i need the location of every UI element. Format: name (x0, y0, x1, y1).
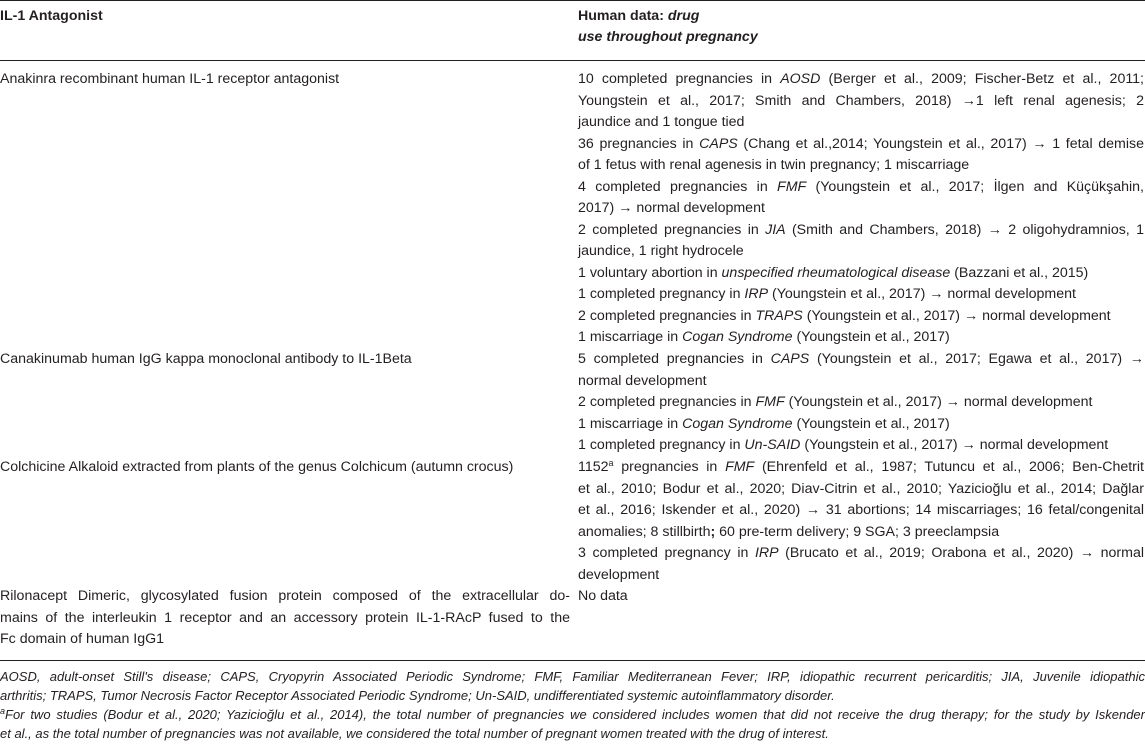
drug-name-colchicine: Colchicine Alkaloid extracted from plants of the genus Colchicum (autumn crocus) (0, 459, 514, 475)
human-data-colchicine: 1152$^a$ pregnancies in FMF (Ehrenfeld et al., 1987; Tutuncu et al., 2006; Ben-Chetrit et al., 2010; Bodur et al., 2020; Diav-Citrin et al., 2010; Yazicioğlu et al., 2014; Dağlar et al., 2016; Iskender et al., 2020) → 31 abortions; 14 miscarriages; 16 fetal/congenital anomalies; 8 stillbirth; 60 pre-term delivery; 9 SGA; 3 preeclampsia 3 completed pregnancy in IRP (Brucato et al., 2019; Orabona et al., 2020) → normal development (578, 458, 1144, 583)
header-il1-antagonist: IL-1 Antagonist (0, 8, 103, 24)
header-rule (0, 60, 1145, 61)
top-rule (0, 0, 1145, 1)
drug-name-canakinumab: Canakinumab human IgG kappa monoclonal antibody to IL-1Beta (0, 351, 412, 367)
human-data-anakinra: 10 completed pregnancies in AOSD (Berger et al., 2009; Fischer-Betz et al., 2011; Youngstein et al., 2017; Smith and Chambers, 2018) →1 left renal agenesis; 2 jaundice and 1 tongue tied 36 pregnancies in CAPS (Chang et al.,2014; Youngstein et al., 2017) → 1 fetal demise of 1 fetus with renal agenesis in twin pregnancy; 1 miscarriage 4 completed pregnancies in FMF (Youngstein et al., 2017; İlgen and Küçükşahin, 2017) → normal development 2 completed pregnancies in JIA (Smith and Chambers, 2018) → 2 oligohydramnios, 1 jaundice, 1 right hydrocele 1 voluntary abortion in unspecified rheumatological disease (Bazzani et al., 2015) 1 completed pregnancy in IRP (Youngstein et al., 2017) → normal development 2 completed pregnancies in TRAPS (Youngstein et al., 2017) → normal development 1 miscarriage in Cogan Syndrome (Youngstein et al., 2017) (578, 71, 1144, 345)
bottom-rule (0, 660, 1145, 661)
drug-name-rilonacept: Rilonacept Dimeric, glycosylated fusion protein composed of the extracellular do- mains of the interleukin 1 receptor and an accessory protein IL-1-RAcP fused to the Fc domain of human IgG1 (0, 588, 570, 647)
note-a-footnote: $^a$For two studies (Bodur et al., 2020; Yazicioğlu et al., 2014), the total number of pregnancies we considered includes women that did not receive the drug therapy; for the study by Iskender et al., as the total number of pregnancies was not available, we considered the total number of pregnant women treated with the drug of interest. (0, 706, 1145, 741)
header-human-data-line2: use throughout pregnancy (578, 29, 758, 45)
header-human-data-prefix: Human data: (578, 8, 668, 24)
human-data-canakinumab: 5 completed pregnancies in CAPS (Youngstein et al., 2017; Egawa et al., 2017) → normal development 2 completed pregnancies in FMF (Youngstein et al., 2017) → normal development 1 miscarriage in Cogan Syndrome (Youngstein et al., 2017) 1 completed pregnancy in Un-SAID (Youngstein et al., 2017) → normal development (578, 351, 1144, 453)
drug-name-anakinra: Anakinra recombinant human IL-1 receptor antagonist (0, 71, 340, 87)
header-human-data (578, 6, 1144, 48)
header-human-data-italic: drug (667, 8, 700, 24)
human-data-rilonacept: No data (578, 588, 628, 604)
abbreviations-footnote: AOSD, adult-onset Still's disease; CAPS, Cryopyrin Associated Periodic Syndrome; FMF, Familiar Mediterranean Fever; IRP, idiopathic recurrent pericarditis; JIA, Juvenile idiopathic arthritis; TRAPS, Tumor Necrosis Factor Receptor Associated Periodic Syndrome; Un-SAID, undifferentiated systemic autoinflammatory disorder. (0, 669, 1145, 703)
